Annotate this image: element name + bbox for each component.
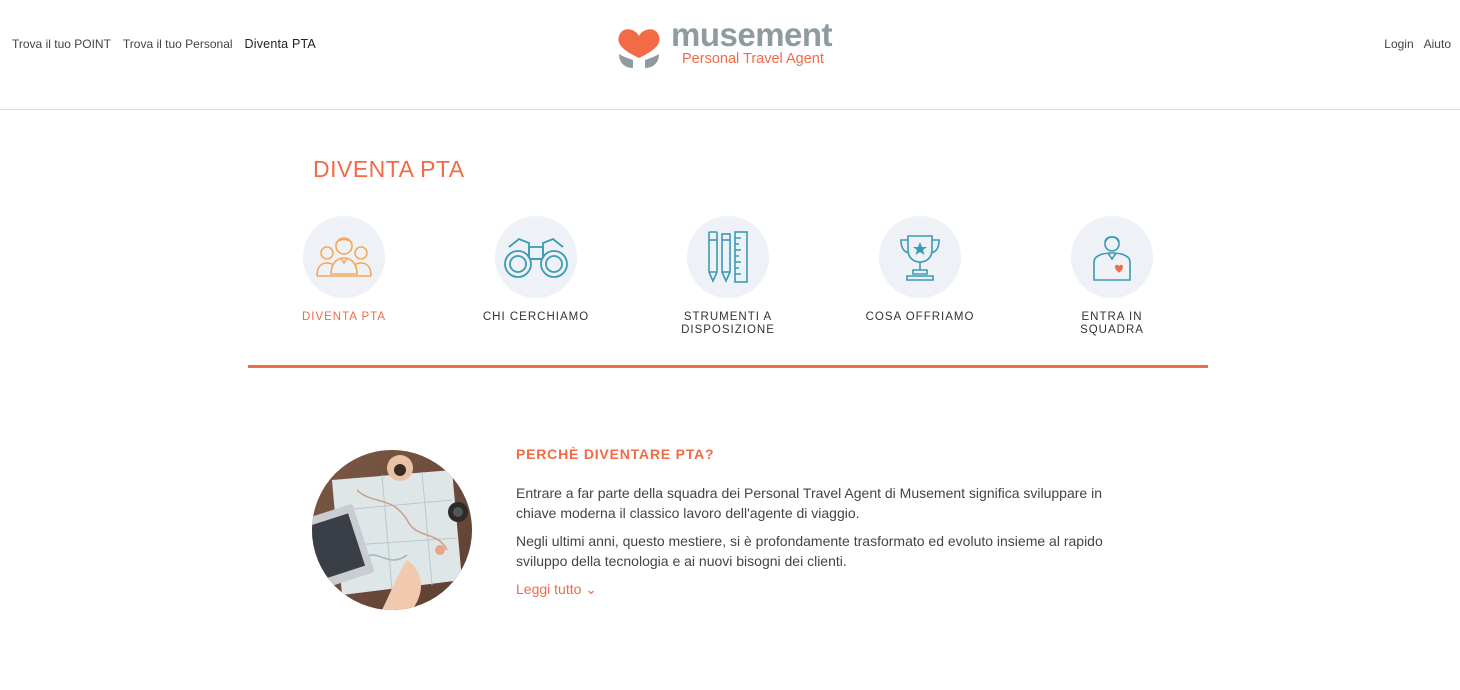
nav-trova-personal[interactable]: Trova il tuo Personal — [122, 37, 233, 51]
step-circle — [879, 216, 961, 298]
people-icon — [311, 232, 377, 282]
heart-logo-icon — [616, 24, 662, 70]
article-paragraph: Entrare a far parte della squadra dei Personal Travel Agent di Musement significa sviluppare in chiave moderna il classico lavoro dell'agente di viaggio. — [516, 485, 1102, 521]
step-circle — [495, 216, 577, 298]
nav-trova-point[interactable]: Trova il tuo POINT — [12, 37, 111, 51]
travel-map-photo — [312, 450, 472, 610]
logo-subtitle: Personal Travel Agent — [682, 51, 824, 67]
page-title: DIVENTA PTA — [313, 156, 465, 182]
step-label: COSA OFFRIAMO — [865, 311, 975, 323]
article — [516, 446, 1136, 599]
step-label: ENTRA IN SQUADRA — [1080, 311, 1144, 336]
step-circle — [687, 216, 769, 298]
step-label: CHI CERCHIAMO — [482, 311, 590, 323]
musement-logo[interactable] — [616, 16, 846, 72]
login-link[interactable]: Login — [1384, 37, 1414, 51]
tools-icon — [706, 230, 750, 284]
tab-chi-cerchiamo[interactable] — [446, 216, 626, 324]
nav-diventa-pta[interactable]: Diventa PTA — [244, 37, 316, 51]
site-header — [0, 0, 1460, 110]
steps-divider — [248, 365, 1208, 368]
step-label: DIVENTA PTA — [301, 311, 387, 323]
article-paragraph: Negli ultimi anni, questo mestiere, si è profondamente trasformato ed evoluto insieme al rapido sviluppo della tecnologia e ai nuovi bisogni dei clienti. — [516, 533, 1103, 569]
user-nav — [1384, 37, 1451, 51]
article-heading: PERCHÈ DIVENTARE PTA? — [516, 446, 715, 462]
step-circle — [1071, 216, 1153, 298]
trophy-icon — [898, 232, 942, 282]
tab-diventa-pta[interactable] — [254, 216, 434, 324]
tab-strumenti[interactable] — [638, 216, 818, 336]
main-nav — [12, 37, 316, 51]
steps-tabs — [248, 216, 1208, 368]
help-link[interactable]: Aiuto — [1423, 37, 1451, 51]
agent-icon — [1090, 232, 1134, 282]
binoculars-icon — [501, 235, 571, 279]
tab-entra-in-squadra[interactable] — [1022, 216, 1202, 336]
step-circle — [303, 216, 385, 298]
tab-cosa-offriamo[interactable] — [830, 216, 1010, 324]
step-label: STRUMENTI A DISPOSIZIONE — [681, 311, 775, 336]
read-more-link[interactable]: Leggi tutto ⌄ — [516, 581, 598, 597]
logo-wordmark: musement — [671, 16, 833, 53]
